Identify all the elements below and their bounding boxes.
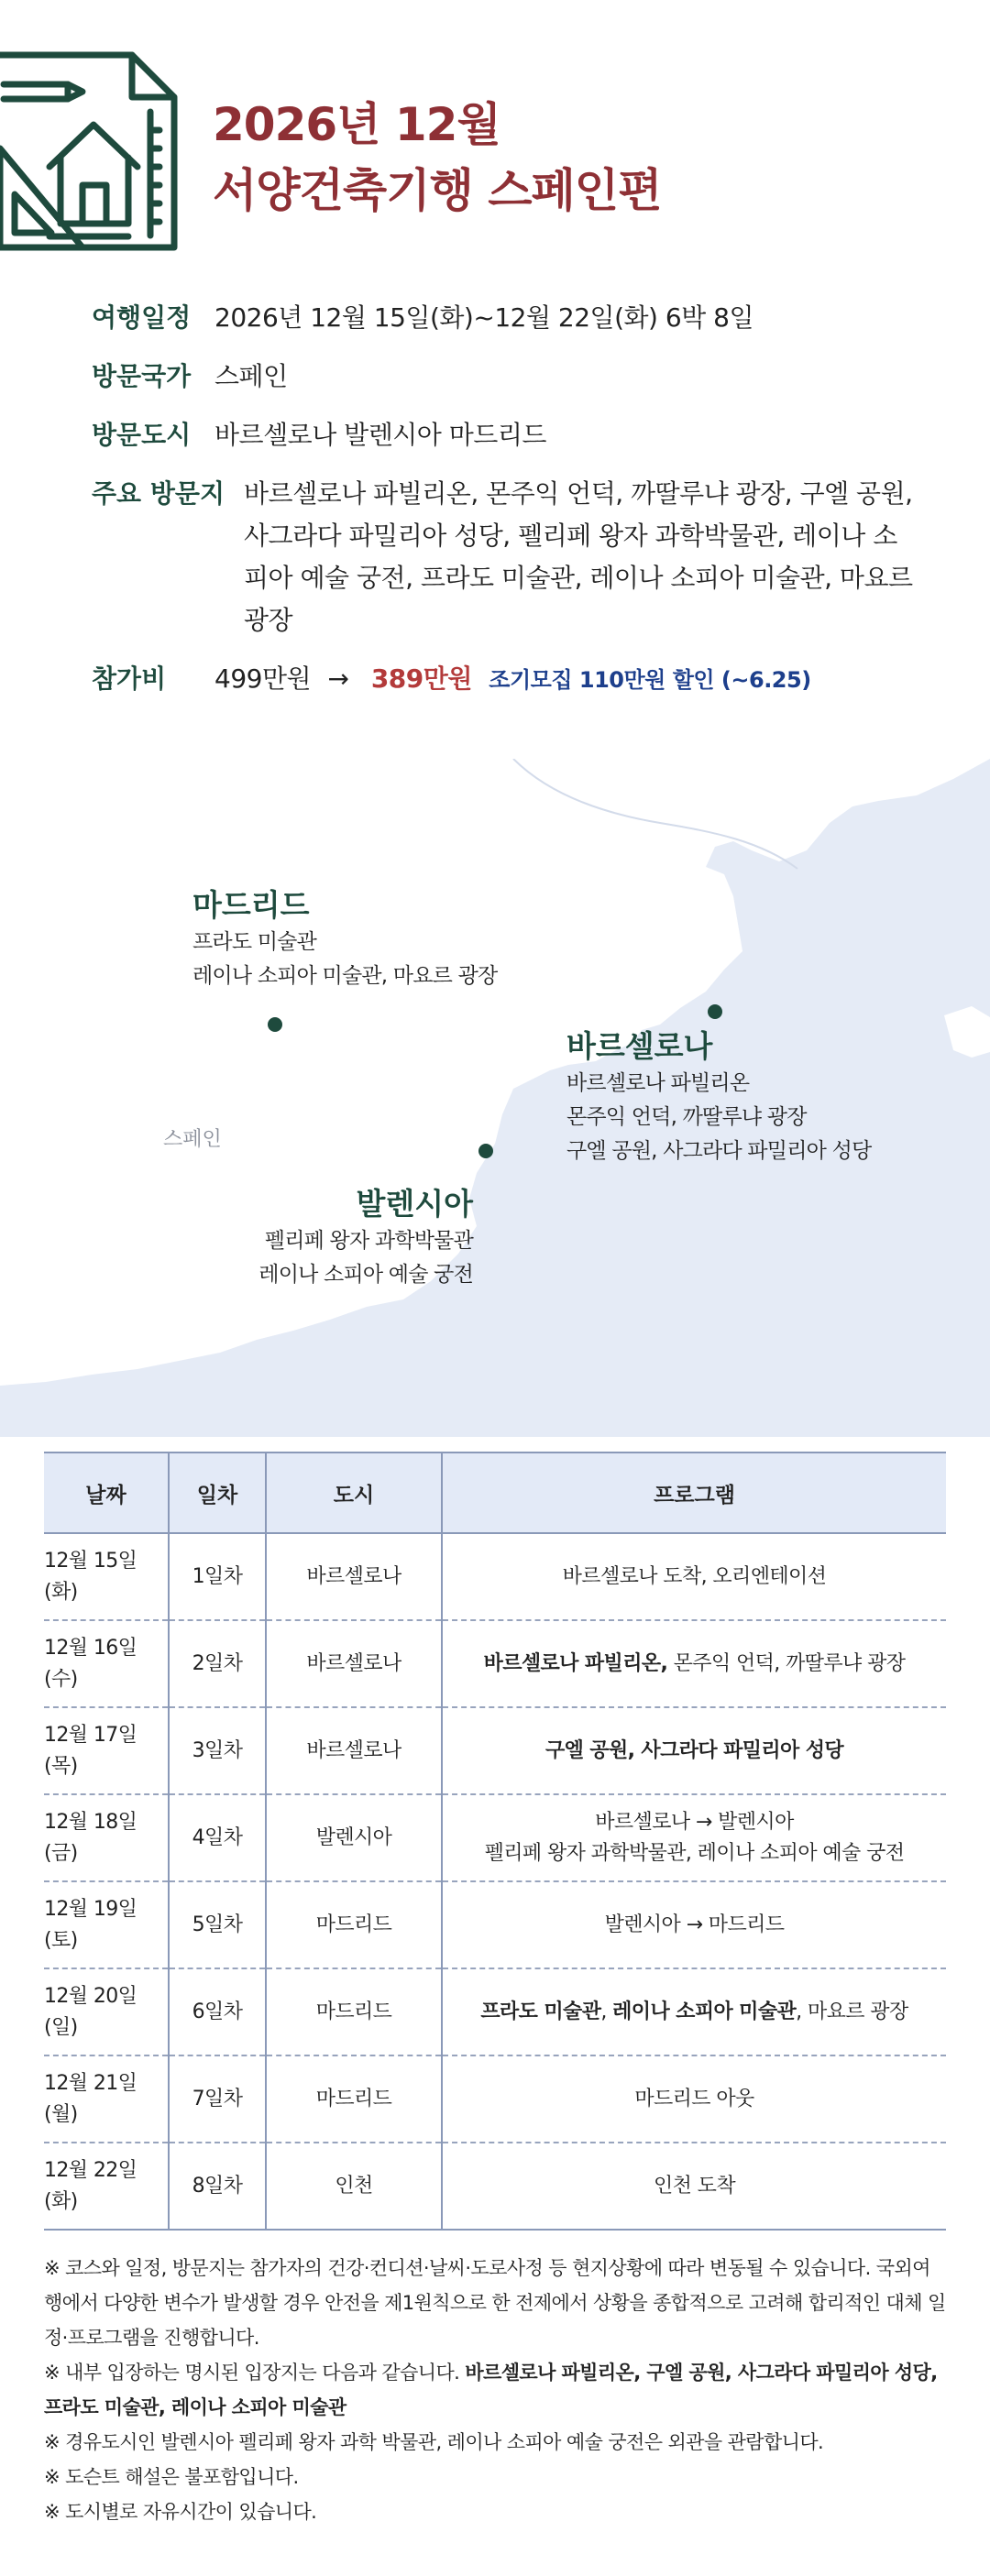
madrid-line-2: 레이나 소피아 미술관, 마요르 광장 [192,964,498,988]
program-highlight: 바르셀로나 파빌리온, [483,1651,668,1675]
schedule-table [44,1452,946,2231]
table-row [44,1881,946,1968]
row-city: 마드리드 [266,2055,442,2143]
title-line-2: 서양건축기행 스페인편 [213,164,662,217]
row-program [442,1968,946,2055]
row-date: 12월 16일(수) [44,1620,169,1707]
header-date: 날짜 [44,1452,169,1533]
fee-value [214,658,811,701]
country-value: 스페인 [214,361,288,391]
valencia-line-2: 레이나 소피아 예술 궁전 [258,1263,473,1287]
note-2 [44,2355,946,2425]
cities-label: 방문도시 [92,420,192,450]
header-day: 일차 [169,1452,266,1533]
row-day: 4일차 [169,1794,266,1881]
table-row [44,2055,946,2143]
row-day: 2일차 [169,1620,266,1707]
row-day: 7일차 [169,2055,266,2143]
header [0,0,990,275]
row-city: 발렌시아 [266,1794,442,1881]
fee-discount-note: 조기모집 110만원 할인 (~6.25) [489,667,811,693]
madrid-line-1: 프라도 미술관 [192,930,317,954]
info-row-cities [92,414,917,456]
header-program: 프로그램 [442,1452,946,1533]
route-map [0,759,990,1437]
row-day: 6일차 [169,1968,266,2055]
row-date: 12월 15일(화) [44,1533,169,1620]
barcelona-name: 바르셀로나 [566,1028,713,1064]
table-row [44,1707,946,1794]
note-1: ※ 코스와 일정, 방문지는 참가자의 건강·컨디션·날씨·도로사정 등 현지상황에 따라 변동될 수 있습니다. 국외여행에서 다양한 변수가 발생할 경우 안전을 제1원칙으로 한 전제에서 상황을 종합적으로 고려해 합리적인 대체 일정·프로그램을 진행합니다. [44,2257,946,2349]
program-highlight: 구엘 공원, 사그라다 파밀리아 성당 [544,1738,844,1762]
info-row-schedule [92,297,917,339]
row-city: 인천 [266,2143,442,2230]
valencia-line-1: 펠리페 왕자 과학박물관 [264,1229,473,1253]
info-row-country [92,356,917,398]
row-city: 바르셀로나 [266,1533,442,1620]
row-date: 12월 21일(월) [44,2055,169,2143]
program-text: 마드리드 아웃 [634,2087,754,2110]
note-2-highlight: 바르셀로나 파빌리온, 구엘 공원, 사그라다 파밀리아 성당, 프라도 미술관, 레이나 소피아 미술관 [44,2362,938,2418]
cities-value: 바르셀로나 발렌시아 마드리드 [214,420,546,450]
row-city: 마드리드 [266,1881,442,1968]
row-day: 5일차 [169,1881,266,1968]
schedule-label: 여행일정 [92,302,192,333]
program-highlight: 레이나 소피아 미술관 [612,2000,797,2023]
map-city-valencia [257,1184,473,1292]
table-row [44,1533,946,1620]
table-row [44,2143,946,2230]
header-city: 도시 [266,1452,442,1533]
map-city-barcelona [566,1026,871,1168]
madrid-marker [268,1017,282,1032]
program-text: 바르셀로나 도착, 오리엔테이션 [562,1564,827,1588]
row-city: 바르셀로나 [266,1620,442,1707]
program-text: 바르셀로나 → 발렌시아 [595,1810,794,1834]
row-program [442,2055,946,2143]
program-highlight: 프라도 미술관 [480,2000,601,2023]
program-text: 펠리페 왕자 과학박물관, 레이나 소피아 예술 궁전 [484,1841,905,1865]
trip-info [92,297,917,718]
architect-blueprint-house-icon [0,48,191,255]
table-row [44,1968,946,2055]
barcelona-marker [708,1004,722,1019]
sites-value: 바르셀로나 파빌리온, 몬주익 언덕, 까딸루냐 광장, 구엘 공원, 사그라다 파밀리아 성당, 펠리페 왕자 과학박물관, 레이나 소피아 예술 궁전, 프라도 미술관, 레이나 소피아 미술관, 마요르 광장 [244,478,913,635]
map-country-label: 스페인 [163,1128,222,1151]
row-program [442,1881,946,1968]
info-row-sites [92,473,917,641]
barcelona-line-2: 몬주익 언덕, 까딸루냐 광장 [566,1105,807,1129]
sites-label: 주요 방문지 [92,478,225,509]
program-text: 발렌시아 → 마드리드 [604,1913,785,1936]
row-date: 12월 17일(목) [44,1707,169,1794]
map-city-madrid [192,885,497,993]
fee-arrow: → [327,663,349,694]
note-5: ※ 도시별로 자유시간이 있습니다. [44,2501,317,2523]
note-4: ※ 도슨트 해설은 불포함입니다. [44,2466,299,2488]
row-day: 8일차 [169,2143,266,2230]
row-date: 12월 22일(화) [44,2143,169,2230]
row-day: 1일차 [169,1533,266,1620]
note-3: ※ 경유도시인 발렌시아 펠리페 왕자 과학 박물관, 레이나 소피아 예술 궁전은 외관을 관람합니다. [44,2431,824,2453]
row-city: 바르셀로나 [266,1707,442,1794]
row-program [442,1620,946,1707]
valencia-name: 발렌시아 [356,1186,473,1222]
country-label: 방문국가 [92,361,192,391]
barcelona-line-3: 구엘 공원, 사그라다 파밀리아 성당 [566,1139,872,1163]
title-line-1: 2026년 12월 [213,98,500,151]
schedule-value: 2026년 12월 15일(화)~12월 22일(화) 6박 8일 [214,302,754,333]
notes [44,2251,946,2529]
row-program [442,2143,946,2230]
row-program [442,1707,946,1794]
program-text: 인천 도착 [653,2174,735,2198]
table-header-row [44,1452,946,1533]
row-date: 12월 18일(금) [44,1794,169,1881]
fee-old: 499만원 [214,663,312,694]
note-2-prefix: ※ 내부 입장하는 명시된 입장지는 다음과 같습니다. [44,2362,466,2384]
row-day: 3일차 [169,1707,266,1794]
row-program [442,1794,946,1881]
program-text: , [600,2000,613,2023]
program-text: , 마요르 광장 [796,2000,908,2023]
madrid-name: 마드리드 [192,887,310,923]
table-row [44,1620,946,1707]
table-row [44,1794,946,1881]
barcelona-line-1: 바르셀로나 파빌리온 [566,1071,750,1095]
info-row-fee [92,658,917,701]
program-text: 몬주익 언덕, 까딸루냐 광장 [667,1651,906,1675]
valencia-marker [478,1144,493,1158]
row-date: 12월 19일(토) [44,1881,169,1968]
fee-label: 참가비 [92,663,167,694]
row-city: 마드리드 [266,1968,442,2055]
row-date: 12월 20일(일) [44,1968,169,2055]
fee-new: 389만원 [370,663,472,694]
page-title [213,92,661,224]
row-program [442,1533,946,1620]
